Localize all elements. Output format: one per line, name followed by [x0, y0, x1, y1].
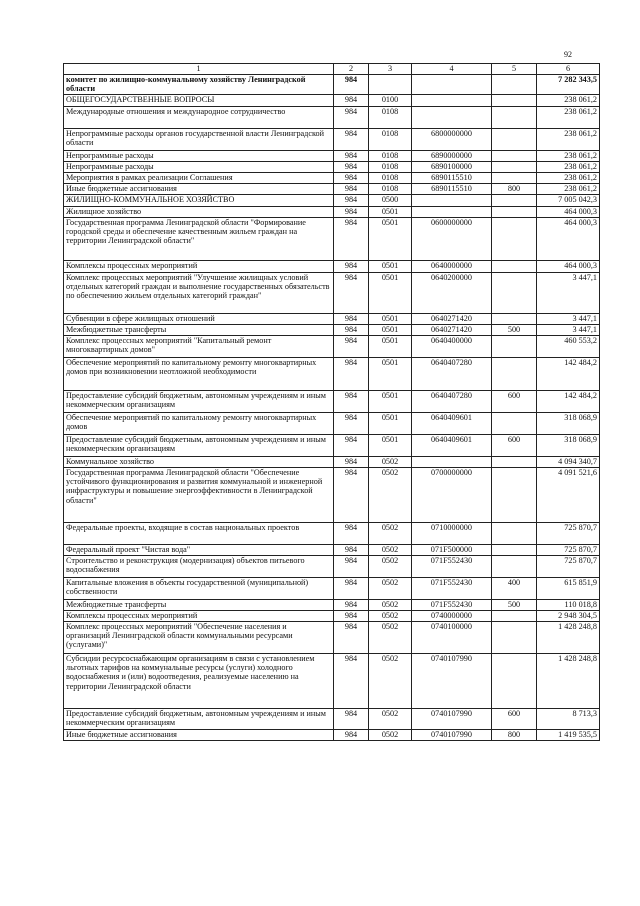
amount-cell: 460 553,2 — [537, 336, 600, 358]
item-name-cell: Предоставление субсидий бюджетным, автономным учреждениям и иным некоммерческим организациям — [64, 435, 334, 457]
target-article-cell: 0700000000 — [412, 468, 492, 523]
expense-type-cell — [492, 654, 537, 709]
section-code-cell: 0502 — [369, 730, 412, 741]
grbs-code-cell: 984 — [334, 261, 369, 273]
grbs-code-cell: 984 — [334, 107, 369, 129]
table-row — [64, 273, 600, 314]
header-cell: 6 — [537, 64, 600, 75]
grbs-code-cell: 984 — [334, 95, 369, 107]
target-article-cell: 6890000000 — [412, 151, 492, 162]
grbs-code-cell: 984 — [334, 75, 369, 95]
target-article-cell: 0740100000 — [412, 622, 492, 654]
grbs-code-cell: 984 — [334, 325, 369, 336]
amount-cell: 3 447,1 — [537, 325, 600, 336]
grbs-code-cell: 984 — [334, 162, 369, 173]
grbs-code-cell: 984 — [334, 173, 369, 184]
amount-cell: 238 061,2 — [537, 162, 600, 173]
section-code-cell: 0501 — [369, 358, 412, 391]
target-article-cell: 0640407280 — [412, 391, 492, 413]
item-name-cell: Жилищное хозяйство — [64, 207, 334, 218]
section-code-cell: 0501 — [369, 273, 412, 314]
grbs-code-cell: 984 — [334, 218, 369, 261]
item-name-cell: Федеральный проект "Чистая вода" — [64, 545, 334, 556]
item-name-cell: Государственная программа Ленинградской области "Обеспечение устойчивого функционирования и развития коммунальной и инженерной инфраструктуры и повышение энергоэффективности в Ленинградской области" — [64, 468, 334, 523]
target-article-cell: 0640271420 — [412, 314, 492, 325]
section-code-cell: 0501 — [369, 391, 412, 413]
section-code-cell: 0501 — [369, 325, 412, 336]
section-code-cell: 0108 — [369, 184, 412, 195]
item-name-cell: ЖИЛИЩНО-КОММУНАЛЬНОЕ ХОЗЯЙСТВО — [64, 195, 334, 207]
table-row — [64, 468, 600, 523]
item-name-cell: Комплексы процессных мероприятий — [64, 611, 334, 622]
expense-type-cell: 500 — [492, 325, 537, 336]
target-article-cell — [412, 195, 492, 207]
grbs-code-cell: 984 — [334, 391, 369, 413]
item-name-cell: Федеральные проекты, входящие в состав национальных проектов — [64, 523, 334, 545]
amount-cell: 3 447,1 — [537, 273, 600, 314]
item-name-cell: Непрограммные расходы — [64, 162, 334, 173]
amount-cell: 8 713,3 — [537, 709, 600, 730]
section-code-cell: 0502 — [369, 457, 412, 468]
table-row — [64, 358, 600, 391]
expense-type-cell — [492, 218, 537, 261]
expense-type-cell: 600 — [492, 435, 537, 457]
grbs-code-cell: 984 — [334, 314, 369, 325]
amount-cell: 238 061,2 — [537, 184, 600, 195]
item-name-cell: Обеспечение мероприятий по капитальному ремонту многоквартирных домов — [64, 413, 334, 435]
section-code-cell: 0502 — [369, 545, 412, 556]
target-article-cell: 6890115510 — [412, 173, 492, 184]
expense-type-cell — [492, 358, 537, 391]
table-row — [64, 184, 600, 195]
table-row — [64, 151, 600, 162]
section-code-cell: 0502 — [369, 523, 412, 545]
expense-type-cell — [492, 195, 537, 207]
target-article-cell: 6800000000 — [412, 129, 492, 151]
target-article-cell: 6890115510 — [412, 184, 492, 195]
amount-cell: 142 484,2 — [537, 358, 600, 391]
target-article-cell: 0710000000 — [412, 523, 492, 545]
item-name-cell: Обеспечение мероприятий по капитальному ремонту многоквартирных домов при возникновении неотложной необходимости — [64, 358, 334, 391]
expense-type-cell — [492, 75, 537, 95]
target-article-cell — [412, 107, 492, 129]
target-article-cell: 071F552430 — [412, 578, 492, 600]
grbs-code-cell: 984 — [334, 358, 369, 391]
item-name-cell: Иные бюджетные ассигнования — [64, 730, 334, 741]
table-row — [64, 75, 600, 95]
amount-cell: 4 094 340,7 — [537, 457, 600, 468]
amount-cell: 2 948 304,5 — [537, 611, 600, 622]
grbs-code-cell: 984 — [334, 545, 369, 556]
amount-cell: 464 000,3 — [537, 218, 600, 261]
section-code-cell: 0100 — [369, 95, 412, 107]
expense-type-cell — [492, 162, 537, 173]
target-article-cell: 0740107990 — [412, 730, 492, 741]
table-row — [64, 129, 600, 151]
target-article-cell: 0600000000 — [412, 218, 492, 261]
amount-cell: 725 870,7 — [537, 523, 600, 545]
section-code-cell — [369, 75, 412, 95]
expense-type-cell: 800 — [492, 730, 537, 741]
header-cell: 2 — [334, 64, 369, 75]
item-name-cell: Мероприятия в рамках реализации Соглашения — [64, 173, 334, 184]
section-code-cell: 0502 — [369, 654, 412, 709]
target-article-cell: 071F500000 — [412, 545, 492, 556]
amount-cell: 464 000,3 — [537, 207, 600, 218]
table-row — [64, 709, 600, 730]
expense-type-cell — [492, 107, 537, 129]
section-code-cell: 0502 — [369, 556, 412, 578]
section-code-cell: 0500 — [369, 195, 412, 207]
amount-cell: 142 484,2 — [537, 391, 600, 413]
table-row — [64, 218, 600, 261]
item-name-cell: Международные отношения и международное сотрудничество — [64, 107, 334, 129]
item-name-cell: Комплекс процессных мероприятий "Улучшение жилищных условий отдельных категорий граждан и выполнение государственных обязательств по обеспечению жильем отдельных категорий граждан" — [64, 273, 334, 314]
table-row — [64, 173, 600, 184]
budget-table — [63, 63, 600, 741]
grbs-code-cell: 984 — [334, 336, 369, 358]
item-name-cell: Иные бюджетные ассигнования — [64, 184, 334, 195]
header-cell: 3 — [369, 64, 412, 75]
grbs-code-cell: 984 — [334, 611, 369, 622]
table-row — [64, 207, 600, 218]
amount-cell: 725 870,7 — [537, 556, 600, 578]
section-code-cell: 0502 — [369, 709, 412, 730]
target-article-cell — [412, 95, 492, 107]
item-name-cell: Коммунальное хозяйство — [64, 457, 334, 468]
item-name-cell: Межбюджетные трансферты — [64, 325, 334, 336]
target-article-cell — [412, 75, 492, 95]
expense-type-cell: 800 — [492, 184, 537, 195]
target-article-cell: 0740107990 — [412, 709, 492, 730]
expense-type-cell — [492, 261, 537, 273]
section-code-cell: 0108 — [369, 162, 412, 173]
item-name-cell: комитет по жилищно-коммунальному хозяйству Ленинградской области — [64, 75, 334, 95]
expense-type-cell — [492, 151, 537, 162]
section-code-cell: 0501 — [369, 218, 412, 261]
table-row — [64, 435, 600, 457]
section-code-cell: 0501 — [369, 314, 412, 325]
section-code-cell: 0501 — [369, 435, 412, 457]
target-article-cell — [412, 457, 492, 468]
target-article-cell: 0740000000 — [412, 611, 492, 622]
table-row — [64, 578, 600, 600]
item-name-cell: Строительство и реконструкция (модернизация) объектов питьевого водоснабжения — [64, 556, 334, 578]
expense-type-cell: 600 — [492, 709, 537, 730]
item-name-cell: Предоставление субсидий бюджетным, автономным учреждениям и иным некоммерческим организациям — [64, 709, 334, 730]
amount-cell: 318 068,9 — [537, 413, 600, 435]
grbs-code-cell: 984 — [334, 622, 369, 654]
table-row — [64, 556, 600, 578]
item-name-cell: Субсидии ресурсоснабжающим организациям в связи с установлением льготных тарифов на коммунальные ресурсы (услуги) холодного водоснабжения и (или) водоотведения, реализуемые населению на территории Ленинградской области — [64, 654, 334, 709]
grbs-code-cell: 984 — [334, 184, 369, 195]
target-article-cell: 0640400000 — [412, 336, 492, 358]
item-name-cell: Непрограммные расходы — [64, 151, 334, 162]
header-cell: 1 — [64, 64, 334, 75]
expense-type-cell — [492, 556, 537, 578]
grbs-code-cell: 984 — [334, 457, 369, 468]
amount-cell: 615 851,9 — [537, 578, 600, 600]
table-row — [64, 457, 600, 468]
amount-cell: 238 061,2 — [537, 95, 600, 107]
target-article-cell — [412, 207, 492, 218]
table-row — [64, 523, 600, 545]
header-cell: 4 — [412, 64, 492, 75]
grbs-code-cell: 984 — [334, 195, 369, 207]
target-article-cell: 0640409601 — [412, 413, 492, 435]
target-article-cell: 071F552430 — [412, 600, 492, 611]
item-name-cell: Комплекс процессных мероприятий "Обеспечение населения и организаций Ленинградской области коммунальными ресурсами (услугами)" — [64, 622, 334, 654]
item-name-cell: ОБЩЕГОСУДАРСТВЕННЫЕ ВОПРОСЫ — [64, 95, 334, 107]
section-code-cell: 0108 — [369, 173, 412, 184]
item-name-cell: Комплекс процессных мероприятий "Капитальный ремонт многоквартирных домов" — [64, 336, 334, 358]
target-article-cell: 6890100000 — [412, 162, 492, 173]
target-article-cell: 0640000000 — [412, 261, 492, 273]
table-header-row — [64, 64, 600, 75]
header-cell: 5 — [492, 64, 537, 75]
expense-type-cell — [492, 173, 537, 184]
grbs-code-cell: 984 — [334, 413, 369, 435]
section-code-cell: 0108 — [369, 107, 412, 129]
target-article-cell: 0640407280 — [412, 358, 492, 391]
target-article-cell: 0740107990 — [412, 654, 492, 709]
amount-cell: 7 005 042,3 — [537, 195, 600, 207]
section-code-cell: 0501 — [369, 207, 412, 218]
grbs-code-cell: 984 — [334, 654, 369, 709]
table-row — [64, 545, 600, 556]
expense-type-cell — [492, 273, 537, 314]
expense-type-cell — [492, 207, 537, 218]
expense-type-cell — [492, 611, 537, 622]
section-code-cell: 0108 — [369, 129, 412, 151]
expense-type-cell — [492, 95, 537, 107]
expense-type-cell — [492, 129, 537, 151]
target-article-cell: 0640271420 — [412, 325, 492, 336]
expense-type-cell — [492, 413, 537, 435]
grbs-code-cell: 984 — [334, 468, 369, 523]
item-name-cell: Межбюджетные трансферты — [64, 600, 334, 611]
grbs-code-cell: 984 — [334, 273, 369, 314]
table-row — [64, 162, 600, 173]
section-code-cell: 0501 — [369, 336, 412, 358]
section-code-cell: 0108 — [369, 151, 412, 162]
table-row — [64, 654, 600, 709]
page-number: 92 — [564, 50, 572, 59]
section-code-cell: 0502 — [369, 468, 412, 523]
section-code-cell: 0501 — [369, 413, 412, 435]
table-row — [64, 611, 600, 622]
grbs-code-cell: 984 — [334, 207, 369, 218]
expense-type-cell — [492, 523, 537, 545]
target-article-cell: 0640409601 — [412, 435, 492, 457]
table-row — [64, 391, 600, 413]
amount-cell: 725 870,7 — [537, 545, 600, 556]
amount-cell: 3 447,1 — [537, 314, 600, 325]
table-row — [64, 413, 600, 435]
table-row — [64, 107, 600, 129]
section-code-cell: 0502 — [369, 611, 412, 622]
grbs-code-cell: 984 — [334, 556, 369, 578]
amount-cell: 464 000,3 — [537, 261, 600, 273]
grbs-code-cell: 984 — [334, 435, 369, 457]
expense-type-cell — [492, 545, 537, 556]
amount-cell: 7 282 343,5 — [537, 75, 600, 95]
amount-cell: 1 419 535,5 — [537, 730, 600, 741]
amount-cell: 238 061,2 — [537, 151, 600, 162]
grbs-code-cell: 984 — [334, 730, 369, 741]
grbs-code-cell: 984 — [334, 709, 369, 730]
item-name-cell: Непрограммные расходы органов государственной власти Ленинградской области — [64, 129, 334, 151]
expense-type-cell — [492, 336, 537, 358]
target-article-cell: 0640200000 — [412, 273, 492, 314]
table-row — [64, 730, 600, 741]
expense-type-cell — [492, 468, 537, 523]
table-row — [64, 336, 600, 358]
table-row — [64, 325, 600, 336]
grbs-code-cell: 984 — [334, 151, 369, 162]
table-row — [64, 261, 600, 273]
amount-cell: 318 068,9 — [537, 435, 600, 457]
item-name-cell: Предоставление субсидий бюджетным, автономным учреждениям и иным некоммерческим организациям — [64, 391, 334, 413]
grbs-code-cell: 984 — [334, 129, 369, 151]
table-row — [64, 622, 600, 654]
expense-type-cell — [492, 314, 537, 325]
expense-type-cell: 500 — [492, 600, 537, 611]
section-code-cell: 0501 — [369, 261, 412, 273]
item-name-cell: Субвенции в сфере жилищных отношений — [64, 314, 334, 325]
grbs-code-cell: 984 — [334, 523, 369, 545]
grbs-code-cell: 984 — [334, 600, 369, 611]
item-name-cell: Государственная программа Ленинградской области "Формирование городской среды и обеспечение качественным жильем граждан на территории Ленинградской области" — [64, 218, 334, 261]
section-code-cell: 0502 — [369, 578, 412, 600]
amount-cell: 238 061,2 — [537, 107, 600, 129]
amount-cell: 1 428 248,8 — [537, 654, 600, 709]
amount-cell: 110 018,8 — [537, 600, 600, 611]
amount-cell: 238 061,2 — [537, 173, 600, 184]
table-row — [64, 600, 600, 611]
section-code-cell: 0502 — [369, 622, 412, 654]
section-code-cell: 0502 — [369, 600, 412, 611]
expense-type-cell — [492, 622, 537, 654]
table-row — [64, 314, 600, 325]
target-article-cell: 071F552430 — [412, 556, 492, 578]
expense-type-cell — [492, 457, 537, 468]
expense-type-cell: 400 — [492, 578, 537, 600]
table-row — [64, 95, 600, 107]
item-name-cell: Капитальные вложения в объекты государственной (муниципальной) собственности — [64, 578, 334, 600]
grbs-code-cell: 984 — [334, 578, 369, 600]
item-name-cell: Комплексы процессных мероприятий — [64, 261, 334, 273]
amount-cell: 238 061,2 — [537, 129, 600, 151]
table-row — [64, 195, 600, 207]
amount-cell: 4 091 521,6 — [537, 468, 600, 523]
expense-type-cell: 600 — [492, 391, 537, 413]
amount-cell: 1 428 248,8 — [537, 622, 600, 654]
